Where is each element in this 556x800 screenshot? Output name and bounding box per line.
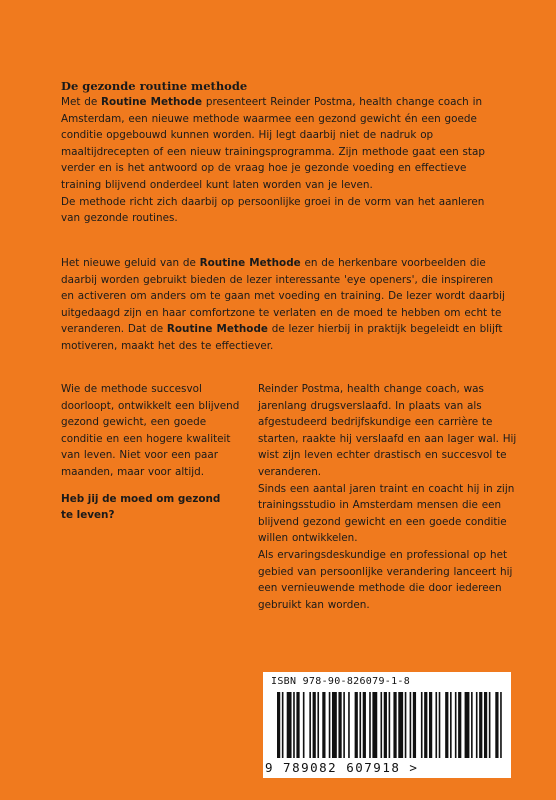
barcode-bar xyxy=(317,692,319,758)
barcode-bar xyxy=(500,692,502,758)
intro-text-rest: presenteert Reinder Postma, health change coach in Amsterdam, een nieuwe methode waarmee een gezond gewicht én een goede conditie opgebouwd kunnen worden. Hij legt daarbij niet de nadruk op maaltijdrecepten of een nieuw trainingsprogramma. Zijn methode gaat een stap verder en is het antwoord op de vraag hoe je gezonde voeding en effectieve training blijvend onderdeel kunt laten worden van je leven. xyxy=(61,96,485,191)
barcode-bar xyxy=(479,692,482,758)
barcode-bar xyxy=(455,692,457,758)
main-text-end: de lezer hierbij in praktijk begeleidt en blijft motiveren, maakt het des te effectiever. xyxy=(61,323,503,352)
barcode-bar xyxy=(435,692,437,758)
method-name-3: Routine Methode xyxy=(166,323,268,336)
barcode-bar xyxy=(489,692,491,758)
barcode-bar xyxy=(445,692,448,758)
barcode-bar xyxy=(287,692,292,758)
barcode-bar xyxy=(359,692,361,758)
barcode-bar xyxy=(398,692,403,758)
barcode-bar xyxy=(389,692,391,758)
main-paragraph xyxy=(61,255,506,355)
barcode-bar xyxy=(393,692,396,758)
barcode-bar xyxy=(465,692,470,758)
barcode-bar xyxy=(338,692,341,758)
isbn-label: ISBN 978-90-826079-1-8 xyxy=(271,676,411,687)
left-column-text: Wie de methode succesvol doorloopt, ontwikkelt een blijvend gezond gewicht, een goede conditie en een hogere kwaliteit van leven. Niet voor een paar maanden, maar voor altijd. xyxy=(61,383,240,478)
barcode-bar xyxy=(484,692,487,758)
barcode-bar xyxy=(424,692,427,758)
section-heading: De gezonde routine methode xyxy=(61,79,248,93)
barcode-bar xyxy=(303,692,305,758)
barcode-bar xyxy=(329,692,331,758)
barcode-bar xyxy=(372,692,377,758)
intro-section xyxy=(61,78,506,227)
barcode-bar xyxy=(355,692,358,758)
author-bio xyxy=(258,381,518,613)
bio-paragraph-3: Als ervaringsdeskundige en professional op het gebied van persoonlijke verandering lanceert hij een vernieuwende methode die door iedereen gebruikt kan worden. xyxy=(258,548,513,611)
main-text-start: Het nieuwe geluid van de xyxy=(61,257,200,269)
barcode-bar xyxy=(458,692,461,758)
intro-text-start: Met de xyxy=(61,96,102,108)
method-name: Routine Methode xyxy=(101,96,203,108)
barcode-bar xyxy=(309,692,311,758)
left-column xyxy=(61,381,241,524)
barcode-bar xyxy=(405,692,407,758)
barcode-bar xyxy=(369,692,371,758)
bio-paragraph-2: Sinds een aantal jaren traint en coacht hij in zijn trainingsstudio in Amsterdam mensen die een blijvend gezond gewicht en een goede conditie willen ontwikkelen. xyxy=(258,482,515,545)
main-paragraph-text xyxy=(61,255,506,355)
isbn-barcode xyxy=(263,672,511,778)
intro-paragraph xyxy=(61,94,506,194)
barcode-bar xyxy=(380,692,382,758)
barcode-bar xyxy=(322,692,325,758)
barcode-bar xyxy=(421,692,423,758)
barcode-bar xyxy=(450,692,452,758)
barcode-bar xyxy=(348,692,350,758)
barcode-bar xyxy=(410,692,412,758)
barcode-bar xyxy=(384,692,387,758)
closing-question: Heb jij de moed om gezond te leven? xyxy=(61,492,221,522)
barcode-bar xyxy=(413,692,416,758)
barcode-digits: 9 789082 607918 > xyxy=(265,760,419,775)
barcode-bar xyxy=(282,692,284,758)
barcode-bar xyxy=(429,692,432,758)
barcode-bar xyxy=(495,692,498,758)
barcode-bar xyxy=(296,692,299,758)
barcode-bar xyxy=(332,692,337,758)
barcode-bar xyxy=(363,692,366,758)
barcode-bar xyxy=(439,692,441,758)
barcode-bar xyxy=(313,692,316,758)
barcode-bar xyxy=(293,692,295,758)
barcode-bar xyxy=(471,692,473,758)
barcode-bars xyxy=(277,692,505,758)
bio-paragraph-1: Reinder Postma, health change coach, was jarenlang drugsverslaafd. In plaats van als afgestudeerd bedrijfskundige een carrière te starten, raakte hij verslaafd en aan lager wal. Hij wist zijn leven echter drastisch en succesvol te veranderen. xyxy=(258,383,517,478)
barcode-bar xyxy=(277,692,280,758)
method-name-2: Routine Methode xyxy=(199,257,301,269)
barcode-bar xyxy=(476,692,478,758)
barcode-bar xyxy=(343,692,345,758)
main-text-mid: en de herkenbare voorbeelden die daarbij worden gebruikt bieden de lezer interessante 'eye openers', die inspireren en activeren om anders om te gaan met voeding en training. De lezer wordt daarbij uitgedaagd zijn en haar comfortzone te verlaten en de moed te hebben om echt te veranderen. Dat de xyxy=(61,257,505,336)
intro-paragraph-continued: De methode richt zich daarbij op persoonlijke groei in de vorm van het aanleren van gezonde routines. xyxy=(61,195,485,225)
